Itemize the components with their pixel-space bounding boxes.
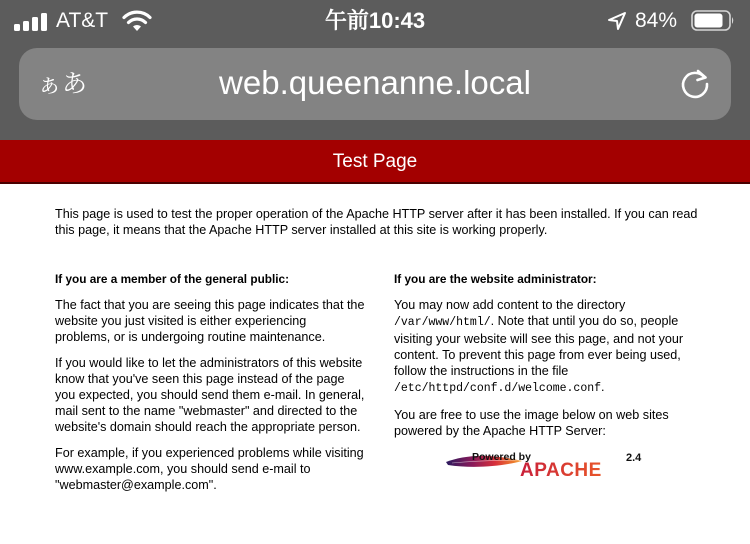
url-text[interactable]: web.queenanne.local	[219, 64, 531, 101]
powered-by-label: Powered by	[472, 451, 531, 463]
location-arrow-icon	[606, 10, 628, 32]
public-paragraph-2: If you would like to let the administrators of this website know that you've seen this page instead of the page you expected, you should send them e-mail. In general, mail sent to the name "webmaster" and directed to the website's domain should reach the appropriate person.	[55, 356, 365, 434]
administrator-column	[394, 271, 704, 449]
admin-p1-text-b: . Note that until you do so, people visiting your website will see this page, and not your content. To prevent this page from ever being used, follow the instructions in the file	[394, 314, 684, 378]
text-size-button[interactable]: ぁあ	[37, 69, 88, 98]
admin-p1-text-c: .	[601, 380, 605, 394]
general-public-heading: If you are a member of the general public:	[55, 272, 290, 286]
admin-paragraph-2: You are free to use the image below on web sites powered by the Apache HTTP Server:	[394, 408, 669, 438]
general-public-column	[55, 271, 365, 503]
page-title-banner: Test Page	[0, 140, 750, 184]
battery-percent: 84%	[635, 9, 678, 32]
apache-wordmark: APACHE	[520, 460, 602, 479]
administrator-heading: If you are the website administrator:	[394, 272, 597, 286]
admin-p1-text-a: You may now add content to the directory	[394, 298, 626, 312]
status-time: 午前10:43	[324, 8, 426, 33]
directory-path: /var/www/html/	[394, 316, 491, 329]
powered-by-apache-logo	[444, 447, 649, 479]
address-bar[interactable]	[19, 48, 731, 120]
apache-version: 2.4	[626, 452, 642, 464]
config-file-path: /etc/httpd/conf.d/welcome.conf	[394, 382, 602, 395]
reload-icon[interactable]	[677, 66, 713, 102]
admin-paragraph-1	[394, 297, 704, 397]
public-paragraph-3: For example, if you experienced problems while visiting www.example.com, you should send e-mail to "webmaster@example.com".	[55, 446, 364, 492]
public-paragraph-1: The fact that you are seeing this page indicates that the website you just visited is either experiencing problems, or is undergoing routine maintenance.	[55, 298, 365, 344]
status-bar	[0, 0, 750, 44]
battery-icon	[691, 10, 735, 31]
carrier-label: AT&T	[56, 9, 109, 32]
intro-paragraph: This page is used to test the proper operation of the Apache HTTP server after it has been installed. If you can read this page, it means that the Apache HTTP server installed at this site is working properly.	[55, 207, 698, 237]
browser-chrome	[0, 0, 750, 140]
